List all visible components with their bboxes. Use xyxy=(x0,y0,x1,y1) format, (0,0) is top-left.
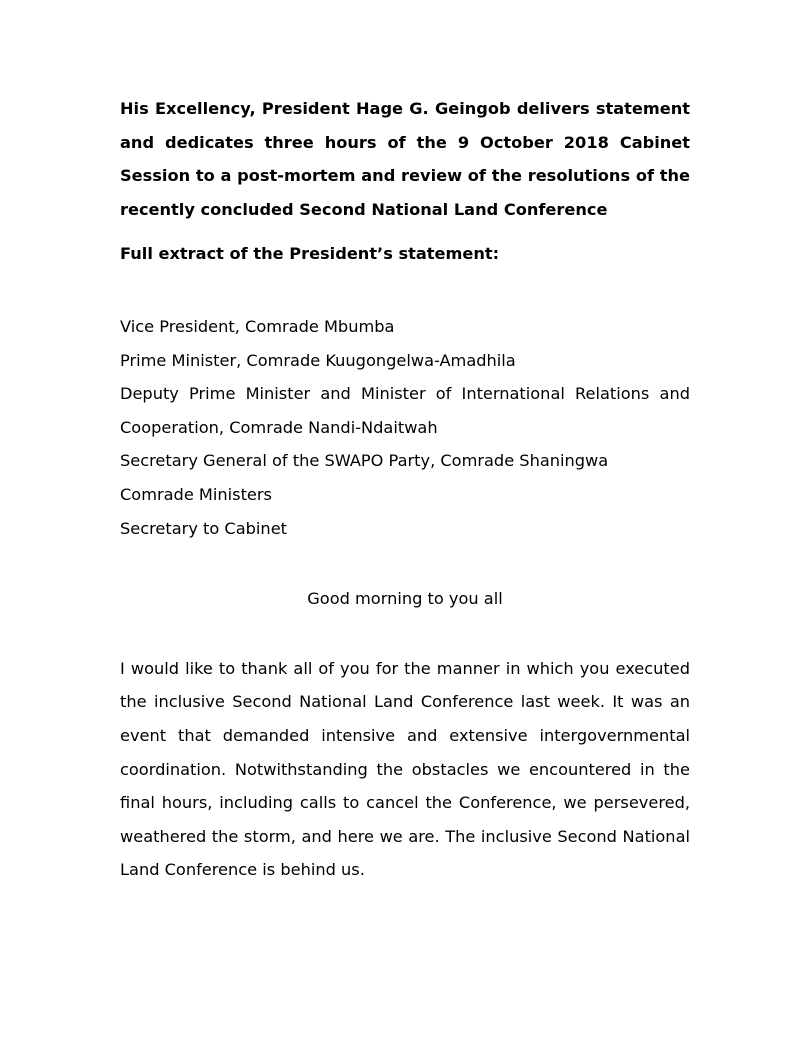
addressee-item: Secretary to Cabinet xyxy=(120,518,287,538)
greeting-line: Good morning to you all xyxy=(307,589,503,609)
addressee-item: Secretary General of the SWAPO Party, Comrade Shaningwa xyxy=(120,451,609,471)
addressee-item: Prime Minister, Comrade Kuugongelwa-Amadhila xyxy=(120,350,516,370)
addressee-list xyxy=(120,310,690,545)
document-page xyxy=(120,92,690,887)
body-paragraph: I would like to thank all of you for the manner in which you executed the inclusive Second National Land Conference last week. It was an event that demanded intensive and extensive intergovernmental coordination. Notwithstanding the obstacles we encountered in the final hours, including calls to cancel the Conference, we persevered, weathered the storm, and here we are. The inclusive Second National Land Conference is behind us. xyxy=(120,658,690,880)
addressee-item: Deputy Prime Minister and Minister of International Relations and Cooperation, Comrade Nandi-Ndaitwah xyxy=(120,384,690,437)
addressee-item: Comrade Ministers xyxy=(120,484,272,504)
document-subheading: Full extract of the President’s statement: xyxy=(120,244,500,264)
document-heading: His Excellency, President Hage G. Geingob delivers statement and dedicates three hours of the 9 October 2018 Cabinet Session to a post-mortem and review of the resolutions of the recently concluded Second National Land Conference xyxy=(120,99,690,219)
addressee-item: Vice President, Comrade Mbumba xyxy=(120,316,395,336)
